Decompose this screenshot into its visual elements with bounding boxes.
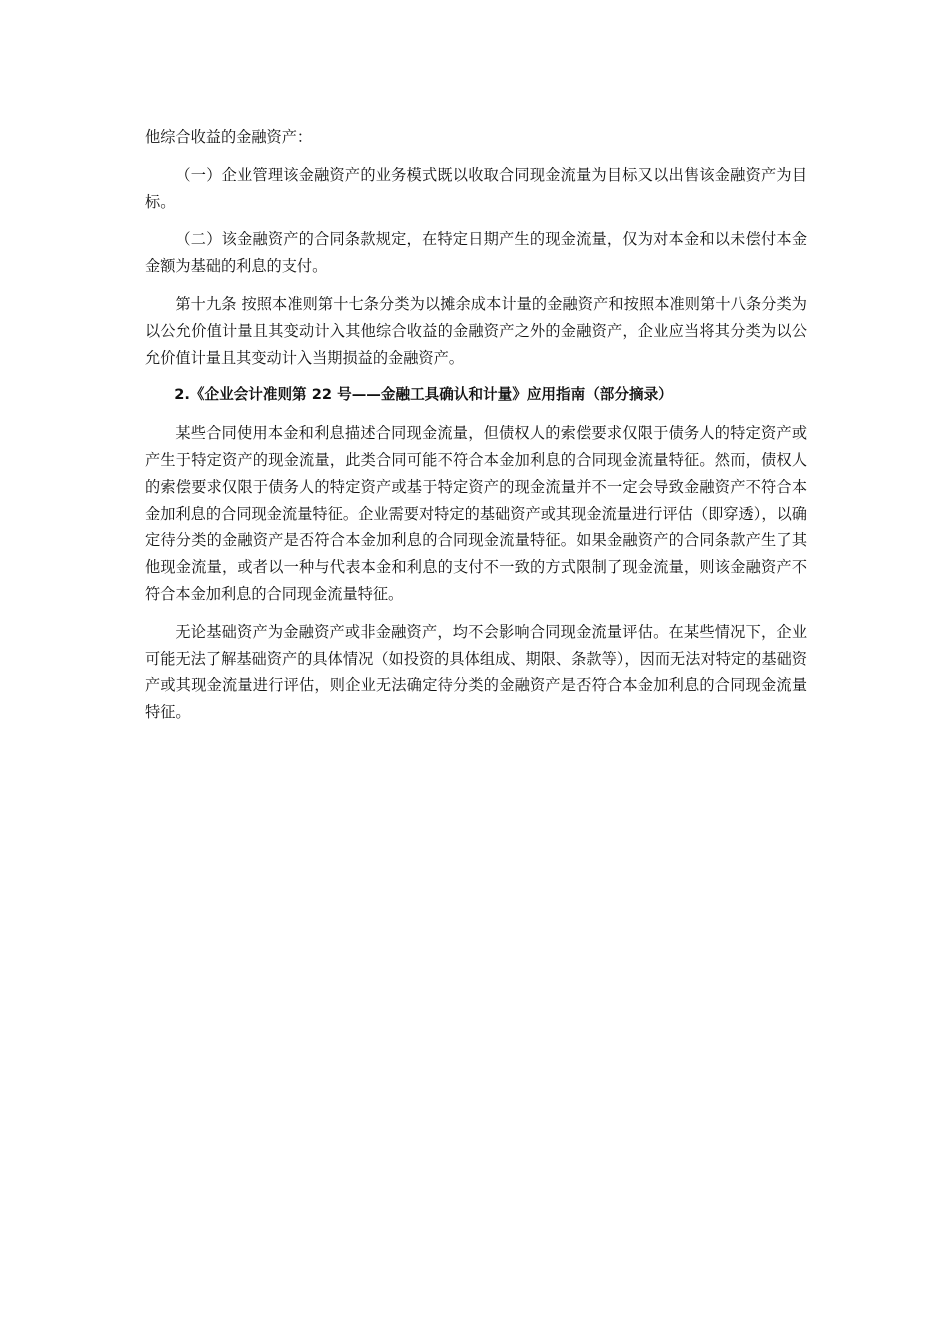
section-heading: 2.《企业会计准则第 22 号——金融工具确认和计量》应用指南（部分摘录） [174, 386, 673, 404]
paragraph-clause-2: （二）该金融资产的合同条款规定，在特定日期产生的现金流量，仅为对本金和以未偿付本金金额为基础的利息的支付。 [145, 230, 807, 276]
paragraph-continuation: 他综合收益的金融资产： [145, 128, 313, 146]
paragraph-guidance-2: 无论基础资产为金融资产或非金融资产，均不会影响合同现金流量评估。在某些情况下，企业可能无法了解基础资产的具体情况（如投资的具体组成、期限、条款等），因而无法对特定的基础资产或其现金流量进行评估，则企业无法确定待分类的金融资产是否符合本金加利息的合同现金流量特征。 [145, 622, 807, 722]
paragraph-article-19: 第十九条 按照本准则第十七条分类为以摊余成本计量的金融资产和按照本准则第十八条分类为以公允价值计量且其变动计入其他综合收益的金融资产之外的金融资产，企业应当将其分类为以公允价值计量且其变动计入当期损益的金融资产。 [145, 294, 807, 367]
paragraph-guidance-1: 某些合同使用本金和利息描述合同现金流量，但债权人的索偿要求仅限于债务人的特定资产或产生于特定资产的现金流量，此类合同可能不符合本金加利息的合同现金流量特征。然而，债权人的索偿要求仅限于债务人的特定资产或基于特定资产的现金流量并不一定会导致金融资产不符合本金加利息的合同现金流量特征。企业需要对特定的基础资产或其现金流量进行评估（即穿透），以确定待分类的金融资产是否符合本金加利息的合同现金流量特征。如果金融资产的合同条款产生了其他现金流量，或者以一种与代表本金和利息的支付不一致的方式限制了现金流量，则该金融资产不符合本金加利息的合同现金流量特征。 [145, 424, 807, 603]
document-body [145, 124, 807, 737]
paragraph-clause-1: （一）企业管理该金融资产的业务模式既以收取合同现金流量为目标又以出售该金融资产为目标。 [145, 165, 807, 211]
